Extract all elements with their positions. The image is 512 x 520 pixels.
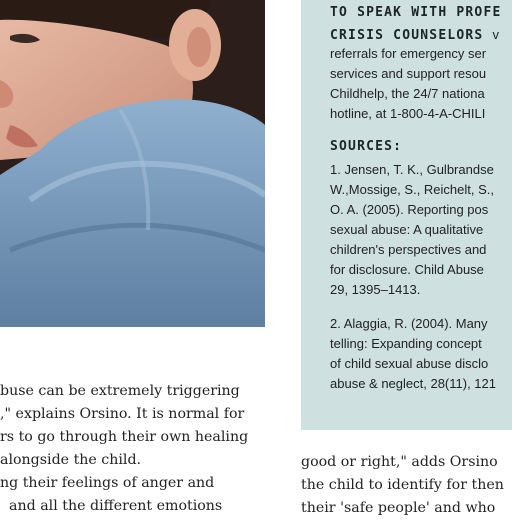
body-left-line-2: ," explains Orsino. It is normal for: [0, 406, 245, 422]
sources-heading: SOURCES:: [330, 139, 403, 154]
body-right-line-3: their 'safe people' and who: [301, 500, 496, 516]
sidebar-intro-line-1: referrals for emergency ser: [330, 46, 487, 61]
article-photo: [0, 0, 265, 327]
sidebar-intro-line-3: Childhelp, the 24/7 nationa: [330, 86, 485, 101]
body-left-line-1: buse can be extremely triggering: [0, 383, 240, 399]
source-1-line-5: children's perspectives and: [330, 242, 487, 257]
sidebar-heading-trailing: v: [492, 27, 501, 42]
source-1-line-1: 1. Jensen, T. K., Gulbrandse: [330, 162, 494, 177]
body-left-line-4: alongside the child.: [0, 452, 142, 468]
sidebar-heading-line-1: TO SPEAK WITH PROFE: [330, 5, 502, 20]
body-left-line-6: and all the different emotions: [0, 498, 223, 514]
source-2-line-1: 2. Alaggia, R. (2004). Many: [330, 316, 488, 331]
body-text-left-column: [0, 380, 248, 518]
source-1-line-3: O. A. (2005). Reporting pos: [330, 202, 489, 217]
source-2-line-3: of child sexual abuse disclo: [330, 356, 489, 371]
resource-sidebar: [301, 0, 512, 430]
source-2-line-4: abuse & neglect, 28(11), 121: [330, 376, 496, 391]
source-1-line-7: 29, 1395–1413.: [330, 282, 421, 297]
body-text-right-column: [301, 451, 504, 520]
body-right-line-1: good or right," adds Orsino: [301, 454, 498, 470]
source-2-line-2: telling: Expanding concept: [330, 336, 482, 351]
source-1-line-4: sexual abuse: A qualitative: [330, 222, 484, 237]
body-left-line-5: ng their feelings of anger and: [0, 475, 215, 491]
body-right-line-2: the child to identify for then: [301, 477, 504, 493]
sidebar-intro-line-4: hotline, at 1-800-4-A-CHILI: [330, 106, 486, 121]
source-1-line-2: W.,Mossige, S., Reichelt, S.,: [330, 182, 494, 197]
sidebar-heading-line-2-text: CRISIS COUNSELORS: [330, 28, 484, 43]
child-photo-illustration: [0, 0, 265, 327]
source-1-line-6: for disclosure. Child Abuse: [330, 262, 484, 277]
sidebar-intro-line-2: services and support resou: [330, 66, 487, 81]
body-left-line-3: rs to go through their own healing: [0, 429, 249, 445]
